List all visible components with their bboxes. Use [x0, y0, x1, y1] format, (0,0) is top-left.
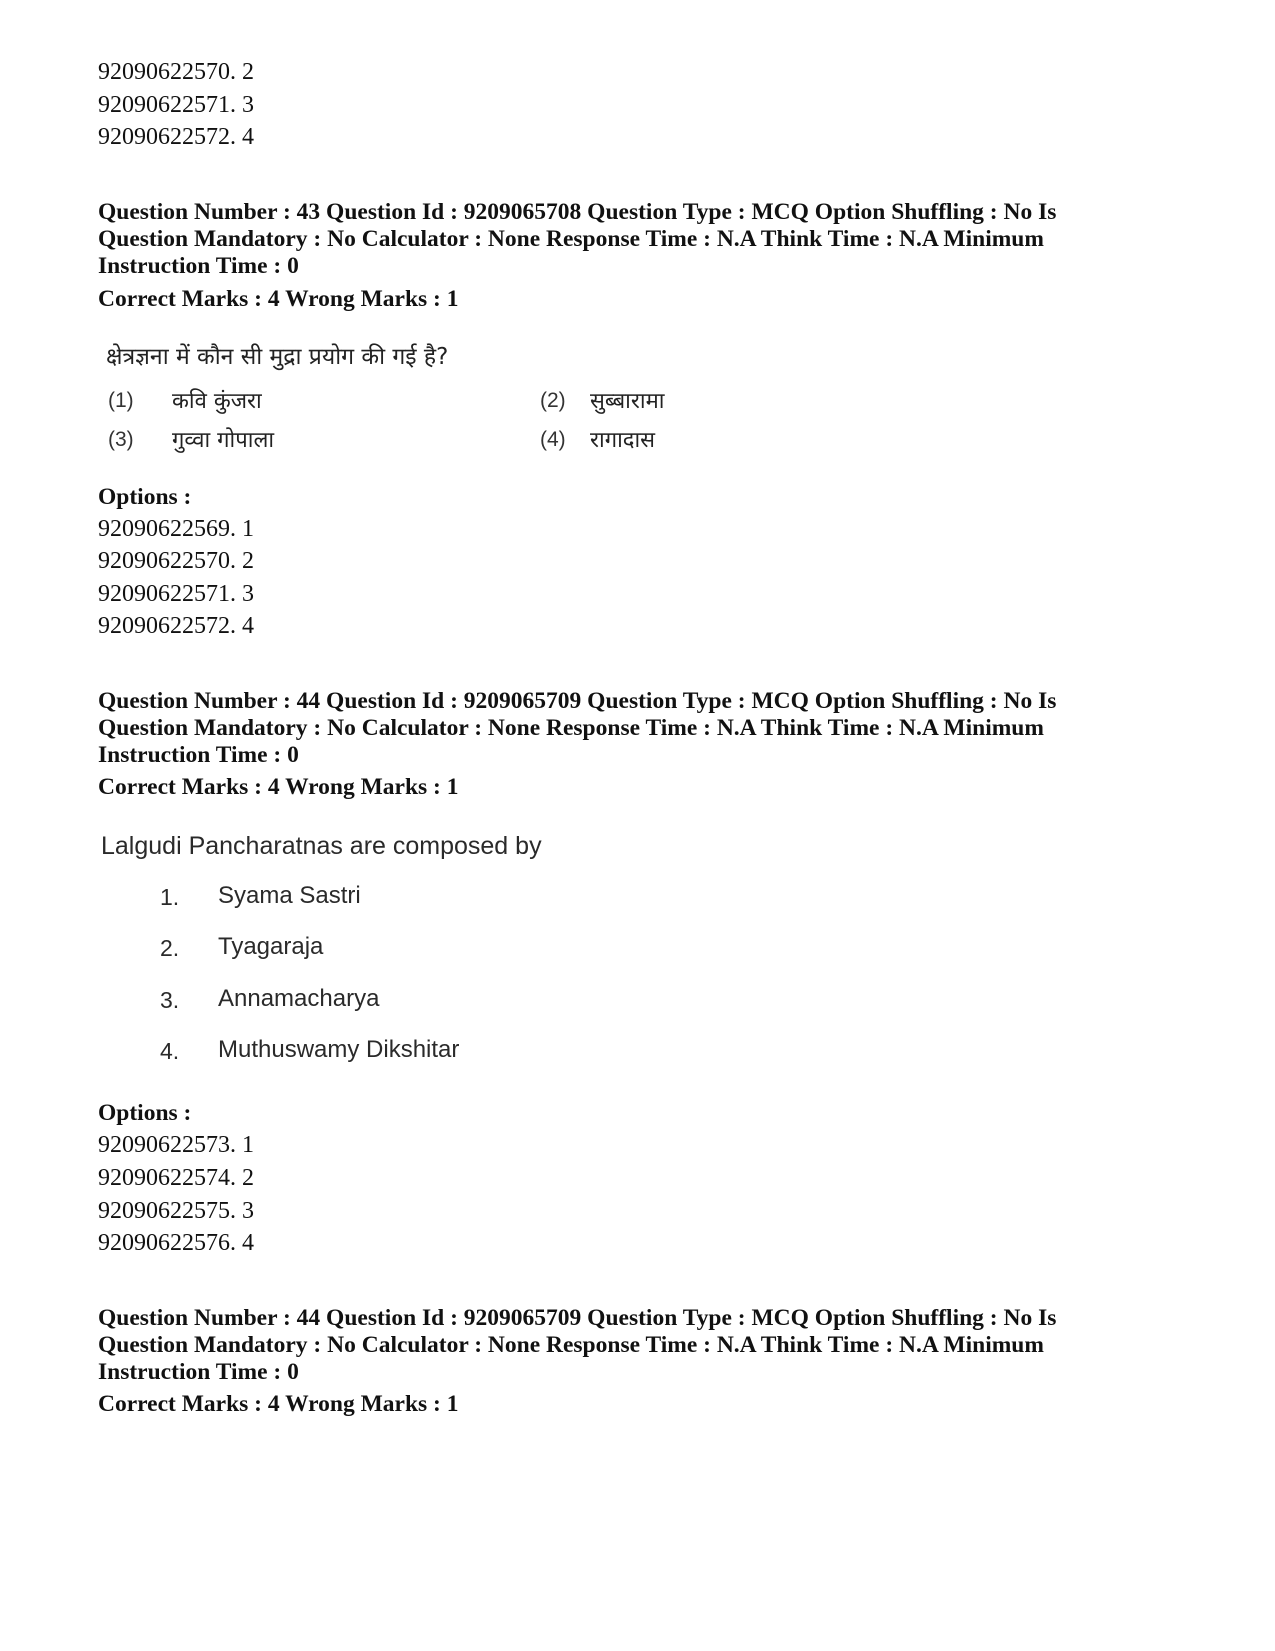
q44-header-line3: Instruction Time : 0: [98, 742, 299, 768]
q43-options-label: Options :: [98, 484, 192, 510]
q44b-header-line2: Question Mandatory : No Calculator : None Response Time : N.A Think Time : N.A Minimum: [98, 1332, 1044, 1358]
q43-choice-text: गुव्वा गोपाला: [172, 428, 275, 453]
q44-option: 92090622573. 1: [98, 1132, 254, 1158]
prev-option: 92090622570. 2: [98, 59, 254, 85]
q43-question-text: क्षेत्रज्ञना में कौन सी मुद्रा प्रयोग की गई है?: [106, 344, 449, 370]
q44-options-label: Options :: [98, 1100, 192, 1126]
q43-option: 92090622572. 4: [98, 613, 254, 639]
q43-marks: Correct Marks : 4 Wrong Marks : 1: [98, 286, 459, 312]
q43-choice-text: रागादास: [590, 428, 656, 453]
q43-option: 92090622569. 1: [98, 516, 254, 542]
q44b-header-line3: Instruction Time : 0: [98, 1359, 299, 1385]
q44-header-line1: Question Number : 44 Question Id : 9209065709 Question Type : MCQ Option Shuffling : No Is: [98, 688, 1057, 714]
q44-question-text: Lalgudi Pancharatnas are composed by: [101, 832, 542, 860]
q44-choice-text: Syama Sastri: [218, 882, 361, 909]
q43-choice-num: (1): [108, 389, 134, 412]
q44-choice-num: 3.: [160, 987, 180, 1013]
q44-marks: Correct Marks : 4 Wrong Marks : 1: [98, 774, 459, 800]
q44-option: 92090622575. 3: [98, 1198, 254, 1224]
q44-choice-num: 4.: [160, 1038, 180, 1064]
prev-option: 92090622572. 4: [98, 124, 254, 150]
prev-option: 92090622571. 3: [98, 92, 254, 118]
q43-choice-text: कवि कुंजरा: [172, 389, 262, 414]
q44b-header-line1: Question Number : 44 Question Id : 9209065709 Question Type : MCQ Option Shuffling : No Is: [98, 1305, 1057, 1331]
q43-choice-num: (3): [108, 428, 134, 451]
q43-choice-num: (2): [540, 389, 566, 412]
q44-option: 92090622576. 4: [98, 1230, 254, 1256]
q44-choice-text: Muthuswamy Dikshitar: [218, 1036, 460, 1063]
q43-option: 92090622570. 2: [98, 548, 254, 574]
q43-header-line1: Question Number : 43 Question Id : 9209065708 Question Type : MCQ Option Shuffling : No Is: [98, 199, 1057, 225]
q44-option: 92090622574. 2: [98, 1165, 254, 1191]
q44b-marks: Correct Marks : 4 Wrong Marks : 1: [98, 1391, 459, 1417]
q44-choice-text: Annamacharya: [218, 985, 380, 1012]
q44-choice-num: 2.: [160, 935, 180, 961]
q43-choice-text: सुब्बारामा: [590, 389, 665, 414]
q43-option: 92090622571. 3: [98, 581, 254, 607]
q44-choice-text: Tyagaraja: [218, 933, 324, 960]
q43-header-line2: Question Mandatory : No Calculator : None Response Time : N.A Think Time : N.A Minimum: [98, 226, 1044, 252]
q43-header-line3: Instruction Time : 0: [98, 253, 299, 279]
q44-choice-num: 1.: [160, 884, 180, 910]
q43-choice-num: (4): [540, 428, 566, 451]
q44-header-line2: Question Mandatory : No Calculator : None Response Time : N.A Think Time : N.A Minimum: [98, 715, 1044, 741]
